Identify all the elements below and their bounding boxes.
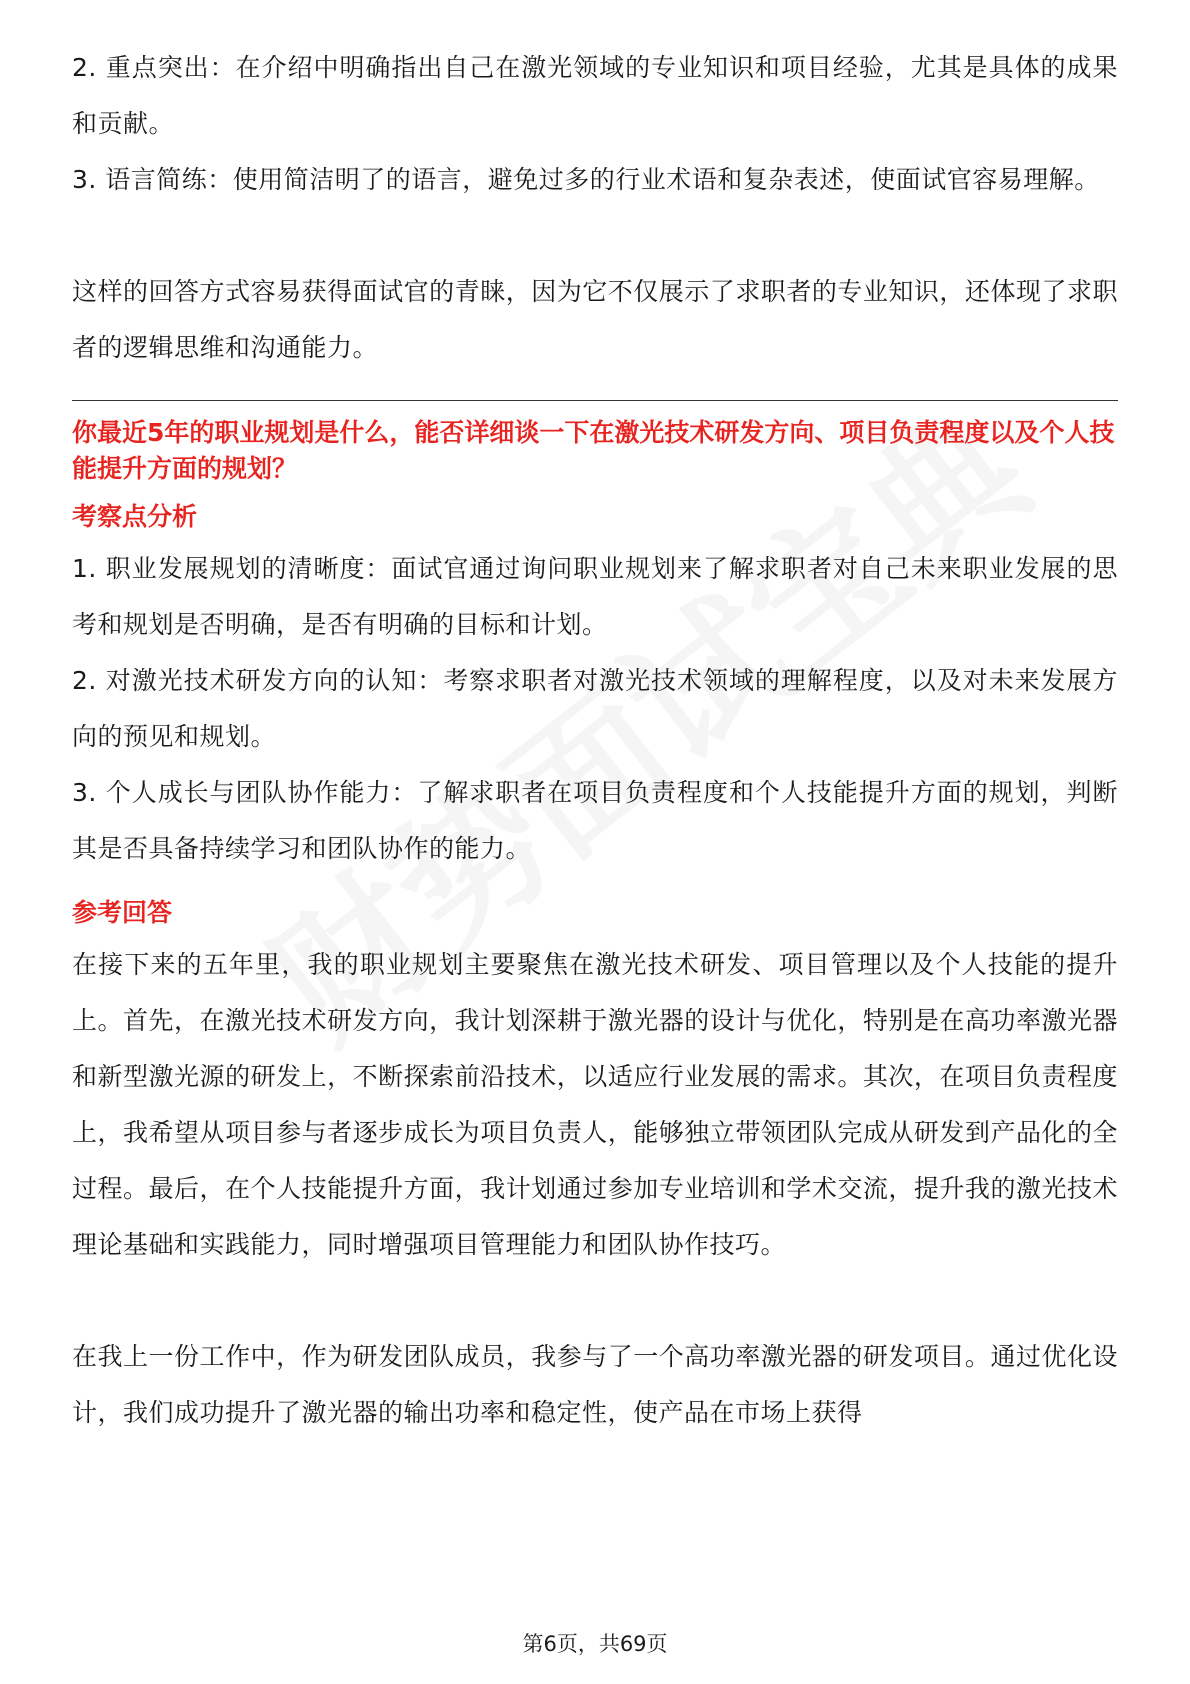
spacer [72,208,1118,264]
analysis-heading: 考察点分析 [72,502,198,531]
analysis-item: 1. 职业发展规划的清晰度：面试官通过询问职业规划来了解求职者对自己未来职业发展的思考和规划是否明确，是否有明确的目标和计划。 [72,554,1118,639]
page-content [72,40,1118,1441]
answer-paragraph: 在我上一份工作中，作为研发团队成员，我参与了一个高功率激光器的研发项目。通过优化设计，我们成功提升了激光器的输出功率和稳定性，使产品在市场上获得 [72,1342,1118,1427]
spacer [72,1273,1118,1329]
section-divider [72,400,1118,401]
summary-paragraph: 这样的回答方式容易获得面试官的青睐，因为它不仅展示了求职者的专业知识，还体现了求职者的逻辑思维和沟通能力。 [72,277,1118,362]
analysis-item: 3. 个人成长与团队协作能力：了解求职者在项目负责程度和个人技能提升方面的规划，判断其是否具备持续学习和团队协作的能力。 [72,778,1118,863]
analysis-item: 2. 对激光技术研发方向的认知：考察求职者对激光技术领域的理解程度，以及对未来发展方向的预见和规划。 [72,666,1118,751]
answer-heading: 参考回答 [72,898,173,927]
list-item: 2. 重点突出：在介绍中明确指出自己在激光领域的专业知识和项目经验，尤其是具体的成果和贡献。 [72,53,1118,138]
interview-question: 你最近5年的职业规划是什么，能否详细谈一下在激光技术研发方向、项目负责程度以及个人技能提升方面的规划？ [72,418,1115,483]
list-item: 3. 语言简练：使用简洁明了的语言，避免过多的行业术语和复杂表述，使面试官容易理解。 [72,165,1100,194]
answer-paragraph: 在接下来的五年里，我的职业规划主要聚焦在激光技术研发、项目管理以及个人技能的提升上。首先，在激光技术研发方向，我计划深耕于激光器的设计与优化，特别是在高功率激光器和新型激光源的研发上，不断探索前沿技术，以适应行业发展的需求。其次，在项目负责程度上，我希望从项目参与者逐步成长为项目负责人，能够独立带领团队完成从研发到产品化的全过程。最后，在个人技能提升方面，我计划通过参加专业培训和学术交流，提升我的激光技术理论基础和实践能力，同时增强项目管理能力和团队协作技巧。 [72,950,1118,1259]
page-number: 第6页，共69页 [522,1632,668,1656]
